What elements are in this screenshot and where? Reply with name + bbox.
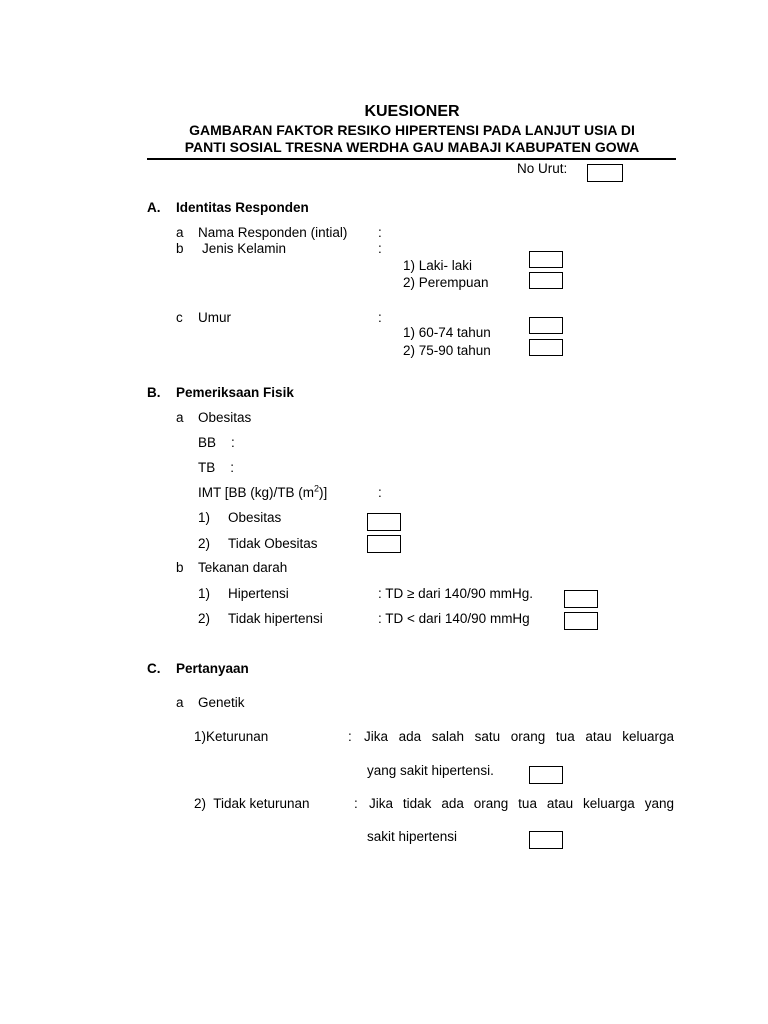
section-b-title: Pemeriksaan Fisik <box>176 385 294 400</box>
obesitas-option: Obesitas <box>228 510 282 525</box>
option-60-74: 1) 60-74 tahun <box>403 325 491 340</box>
keturunan-description-line1: Jika ada salah satu orang tua atau keluarga <box>364 729 674 744</box>
hipertensi-number: 1) <box>198 586 211 601</box>
tidak-keturunan-description-line1: Jika tidak ada orang tua atau keluarga yang <box>369 796 674 811</box>
option-75-90: 2) 75-90 tahun <box>403 343 491 358</box>
keturunan-colon: : <box>348 729 352 744</box>
obesitas-heading: Obesitas <box>198 410 252 425</box>
tidak-hipertensi-checkbox[interactable] <box>564 612 598 630</box>
tidak-hipertensi-number: 2) <box>198 611 211 626</box>
obesitas-1-number: 1) <box>198 510 211 525</box>
umur-colon: : <box>378 310 382 325</box>
keturunan-label: 1)Keturunan <box>194 729 269 744</box>
tidak-obesitas-option: Tidak Obesitas <box>228 536 318 551</box>
obesitas-letter: a <box>176 410 184 425</box>
imt-label <box>198 483 328 500</box>
imt-colon: : <box>378 485 382 500</box>
subtitle-line-1: GAMBARAN FAKTOR RESIKO HIPERTENSI PADA LANJUT USIA DI <box>189 122 635 138</box>
hipertensi-criteria: : TD ≥ dari 140/90 mmHg. <box>378 586 533 601</box>
age-60-74-checkbox[interactable] <box>529 317 563 334</box>
page-title: KUESIONER <box>364 103 460 120</box>
tidak-obesitas-checkbox[interactable] <box>367 535 401 553</box>
imt-superscript: 2 <box>314 483 320 494</box>
bb-label: BB : <box>198 435 235 450</box>
header-divider <box>147 158 676 160</box>
tekanan-darah-letter: b <box>176 560 184 575</box>
jenis-kelamin-label: Jenis Kelamin <box>202 241 287 256</box>
tidak-hipertensi-option: Tidak hipertensi <box>228 611 323 626</box>
no-urut-box[interactable] <box>587 164 623 182</box>
tidak-keturunan-label: 2) Tidak keturunan <box>194 796 310 811</box>
imt-label-close: )] <box>319 485 328 500</box>
tidak-keturunan-checkbox[interactable] <box>529 831 563 849</box>
section-a-letter: A. <box>147 200 161 215</box>
section-c-title: Pertanyaan <box>176 661 249 676</box>
tb-label: TB : <box>198 460 235 475</box>
obesitas-2-number: 2) <box>198 536 211 551</box>
hipertensi-option: Hipertensi <box>228 586 289 601</box>
genetik-letter: a <box>176 695 184 710</box>
age-75-90-checkbox[interactable] <box>529 339 563 356</box>
tekanan-darah-heading: Tekanan darah <box>198 560 288 575</box>
laki-laki-checkbox[interactable] <box>529 251 563 268</box>
nama-responden-label: Nama Responden (intial) <box>198 225 348 240</box>
imt-label-text: IMT [BB (kg)/TB (m <box>198 485 315 500</box>
nama-responden-colon: : <box>378 225 382 240</box>
obesitas-checkbox[interactable] <box>367 513 401 531</box>
section-b-letter: B. <box>147 385 161 400</box>
item-b-letter: b <box>176 241 184 256</box>
keturunan-description-line2: yang sakit hipertensi. <box>367 763 494 778</box>
tidak-keturunan-colon: : <box>354 796 358 811</box>
keturunan-checkbox[interactable] <box>529 766 563 784</box>
perempuan-checkbox[interactable] <box>529 272 563 289</box>
item-c-letter: c <box>176 310 183 325</box>
tidak-hipertensi-criteria: : TD < dari 140/90 mmHg <box>378 611 530 626</box>
umur-label: Umur <box>198 310 231 325</box>
section-a-title: Identitas Responden <box>176 200 309 215</box>
subtitle-line-2: PANTI SOSIAL TRESNA WERDHA GAU MABAJI KABUPATEN GOWA <box>184 139 640 155</box>
item-a-letter: a <box>176 225 184 240</box>
section-c-letter: C. <box>147 661 161 676</box>
option-perempuan: 2) Perempuan <box>403 275 489 290</box>
jenis-kelamin-colon: : <box>378 241 382 256</box>
hipertensi-checkbox[interactable] <box>564 590 598 608</box>
no-urut-label: No Urut: <box>517 161 568 176</box>
genetik-heading: Genetik <box>198 695 245 710</box>
tidak-keturunan-description-line2: sakit hipertensi <box>367 829 458 844</box>
option-laki-laki: 1) Laki- laki <box>403 258 473 273</box>
